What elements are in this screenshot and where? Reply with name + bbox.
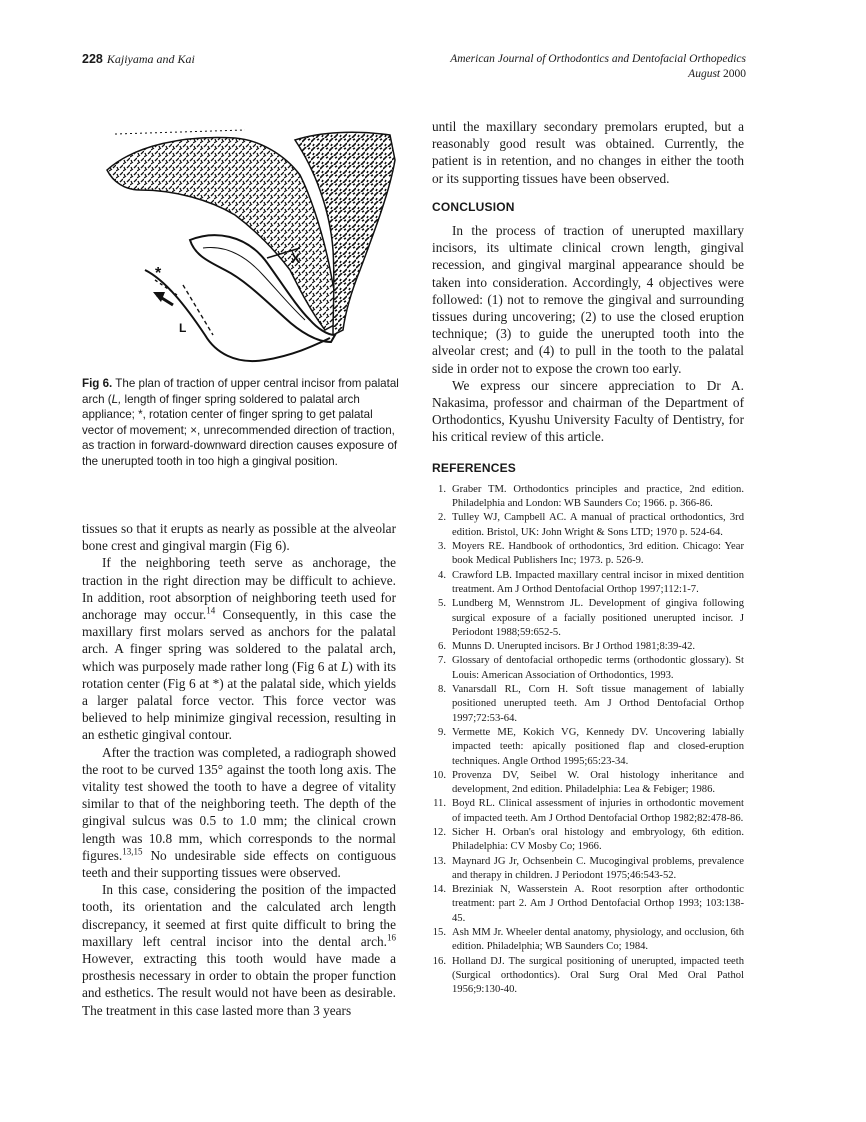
reference-text: Ash MM Jr. Wheeler dental anatomy, physiology, and occlusion, 6th edition. Philadelphia; WB Saunders Co; 1984. (452, 927, 744, 953)
reference-item (432, 597, 744, 640)
body-paragraph: tissues so that it erupts as nearly as possible at the alveolar bone crest and gingival margin (Fig 6). (82, 521, 396, 554)
reference-item (432, 826, 744, 855)
reference-item (432, 483, 744, 512)
issue-year: 2000 (723, 68, 746, 80)
reference-number: 15. (432, 927, 446, 939)
caption-text-1: The plan of traction of upper central incisor from palatal arch ( (82, 377, 399, 406)
right-column (432, 118, 744, 998)
reference-item (432, 797, 744, 826)
reference-text: Holland DJ. The surgical positioning of unerupted, impacted teeth (Surgical orthodontics). Oral Surg Oral Med Oral Pathol 1956;9:130-40. (452, 955, 744, 996)
reference-item (432, 855, 744, 884)
reference-item (432, 683, 744, 726)
reference-text: Moyers RE. Handbook of orthodontics, 3rd edition. Chicago: Year book Medical Publishers Inc; 1973. p. 526-9. (452, 541, 744, 567)
reference-number: 11. (433, 798, 446, 810)
issue-date (450, 67, 746, 82)
running-header-right (450, 52, 746, 82)
figure-label-L: L (179, 321, 187, 335)
reference-number: 3. (438, 541, 446, 553)
figure-label-star: * (155, 265, 162, 282)
reference-text: Boyd RL. Clinical assessment of injuries in orthodontic movement of impacted teeth. Am J Orthod Dentofacial Orthop 1982;82:478-86. (452, 798, 744, 824)
body-paragraph: until the maxillary secondary premolars erupted, but a reasonably good result was obtained. Currently, the patient is in retention, and no changes in either the tooth or its supporting tissues have been observed. (432, 119, 744, 186)
text-run: If the neighboring teeth serve as anchorage, the traction in the right direction may be difficult to achieve. In addition, root absorption of neighboring teeth used for anchorage may occur. (82, 555, 396, 623)
text-run: After the traction was completed, a radiograph showed the root to be curved 135° against the tooth long axis. The vitality test showed the tooth to have a degree of vitality similar to that of the neighboring teeth. The depth of the gingival sulcus was 0.5 to 1.0 mm; the clinical crown length was 10.8 mm, which corresponds to the normal figures. (82, 744, 396, 863)
left-column (82, 520, 396, 1019)
text-run: ) with its rotation center (Fig 6 at *) at the palatal side, which yields a larger palatal force vector. This force vector was believed to help minimize gingival recession, resulting in an esthetic gingival contour. (82, 658, 396, 743)
reference-number: 14. (432, 884, 446, 896)
reference-number: 2. (438, 512, 446, 524)
figure-caption (82, 376, 400, 469)
conclusion-paragraph: In the process of traction of unerupted maxillary incisors, its ultimate clinical crown length, gingival recession, and gingival marginal appearance should be taken into consideration. Accordingly, 4 objectives were followed: (1) not to remove the gingival and surrounding tissues during uncovering; (2) to use the closed eruption technique; (3) to guide the unerupted tooth into the alveolar crest; and (4) to pull in the tooth to the palatal side in order not to expose the crown too early. (432, 223, 744, 376)
reference-number: 5. (438, 598, 446, 610)
reference-item (432, 926, 744, 955)
reference-item (432, 654, 744, 683)
issue-month: August (688, 68, 721, 80)
dotted-reference-line (115, 130, 245, 134)
acknowledgement-paragraph: We express our sincere appreciation to Dr A. Nakasima, professor and chairman of the Department of Orthodontics, Kyushu University Faculty of Dentistry, for his critical review of this article. (432, 377, 744, 445)
page-number: 228 (82, 52, 103, 66)
reference-number: 8. (438, 684, 446, 696)
reference-item (432, 640, 744, 654)
reference-text: Lundberg M, Wennstrom JL. Development of gingiva following surgical exposure of a facially positioned unerupted incisor. J Periodont 1988;59:652-5. (452, 598, 744, 638)
text-run: In this case, considering the position of the impacted tooth, its orientation and the calculated arch length discrepancy, it seemed at first quite difficult to bring the maxillary left central incisor into the dental arch. (82, 882, 396, 949)
figure-label-x: X (291, 250, 301, 266)
citation-sup: 14 (206, 605, 216, 616)
reference-item (432, 569, 744, 598)
references-heading: REFERENCES (432, 460, 517, 475)
running-header-left (82, 52, 195, 67)
caption-text-2: length of finger spring soldered to palatal arch appliance; *, rotation center of finger spring to get palatal vector of movement; ×, unrecommended direction of traction, as traction in forward-downward direction causes exposure of the unerupted tooth in too high a gingival position. (82, 392, 398, 468)
body-paragraph (82, 744, 396, 882)
reference-text: Munns D. Unerupted incisors. Br J Orthod 1981;8:39-42. (452, 641, 696, 653)
reference-number: 9. (438, 726, 446, 738)
reference-text: Maynard JG Jr, Ochsenbein C. Mucogingival problems, prevalence and therapy in children. J Periodont 1975;46:543-52. (452, 855, 744, 881)
running-authors: Kajiyama and Kai (106, 52, 195, 66)
reference-item (432, 769, 744, 798)
journal-name: American Journal of Orthodontics and Dentofacial Orthopedics (450, 53, 746, 65)
reference-text: Crawford LB. Impacted maxillary central incisor in mixed dentition treatment. Am J Orthod Dentofacial Orthop 1997;112:1-7. (452, 569, 744, 595)
body-paragraph (82, 554, 396, 743)
reference-list (432, 483, 744, 998)
caption-label: Fig 6. (82, 377, 113, 390)
reference-number: 16. (432, 955, 446, 967)
reference-number: 13. (432, 855, 446, 867)
reference-number: 7. (438, 655, 446, 667)
italic-L: L (340, 658, 349, 674)
reference-text: Sicher H. Orban's oral histology and embryology, 6th edition. Philadelphia: CV Mosby Co; 1966. (452, 826, 744, 853)
reference-text: Provenza DV, Seibel W. Oral histology inheritance and development, 2nd edition. Philadelphia: Lea & Febiger; 1986. (452, 769, 744, 796)
reference-text: Vanarsdall RL, Corn H. Soft tissue management of labially positioned unerupted teeth. Am J Orthod Dentofacial Orthop 1997;72:53-64. (452, 684, 744, 724)
reference-item (432, 511, 744, 540)
reference-text: Tulley WJ, Campbell AC. A manual of practical orthodontics, 3rd edition. Bristol, UK: John Wright & Sons LTD; 1970 p. 524-64. (452, 512, 744, 538)
figure-6-illustration (95, 120, 410, 375)
reference-number: 10. (432, 769, 446, 781)
reference-text: Vermette ME, Kokich VG, Kennedy DV. Uncovering labially impacted teeth: apically positioned flap and closed-eruption techniques. Angle Orthod 1995;65:23-34. (452, 726, 744, 767)
maxilla-bone-shape (107, 137, 343, 330)
reference-text: Glossary of dentofacial orthopedic terms (orthodontic glossary). St Louis: American Association of Orthodontics, 1993. (452, 655, 744, 681)
text-run: No undesirable side effects on contiguous teeth and their supporting tissues were observed. (82, 847, 396, 881)
reference-number: 12. (432, 826, 446, 838)
text-run: However, extracting this tooth would have made a prosthesis necessary in order to obtain the proper function and esthetics. The result would not have been as desirable. The treatment in this case lasted more than 3 years (82, 951, 396, 1018)
reference-item (432, 955, 744, 998)
body-paragraph (82, 881, 396, 1019)
reference-number: 4. (438, 569, 446, 581)
reference-item (432, 540, 744, 569)
reference-number: 6. (438, 641, 446, 653)
reference-text: Breziniak N, Wasserstein A. Root resorption after orthodontic treatment: part 2. Am J Orthod Dentofacial Orthop 1993; 103:138-45. (452, 884, 744, 924)
citation-sup: 13,15 (122, 846, 143, 857)
conclusion-heading: CONCLUSION (432, 199, 515, 214)
text-run: Consequently, in this case the maxillary first molars served as anchors for the palatal arch. A finger spring was soldered to the palatal arch, which was purposely made rather long (Fig 6 at (82, 607, 397, 674)
citation-sup: 16 (387, 932, 396, 943)
reference-text: Graber TM. Orthodontics principles and practice, 2nd edition. Philadelphia and London: WB Saunders Co; 1966. p. 366-86. (452, 483, 744, 510)
reference-item (432, 883, 744, 926)
caption-L: L, (111, 392, 122, 406)
reference-item (432, 726, 744, 769)
reference-number: 1. (438, 483, 446, 495)
